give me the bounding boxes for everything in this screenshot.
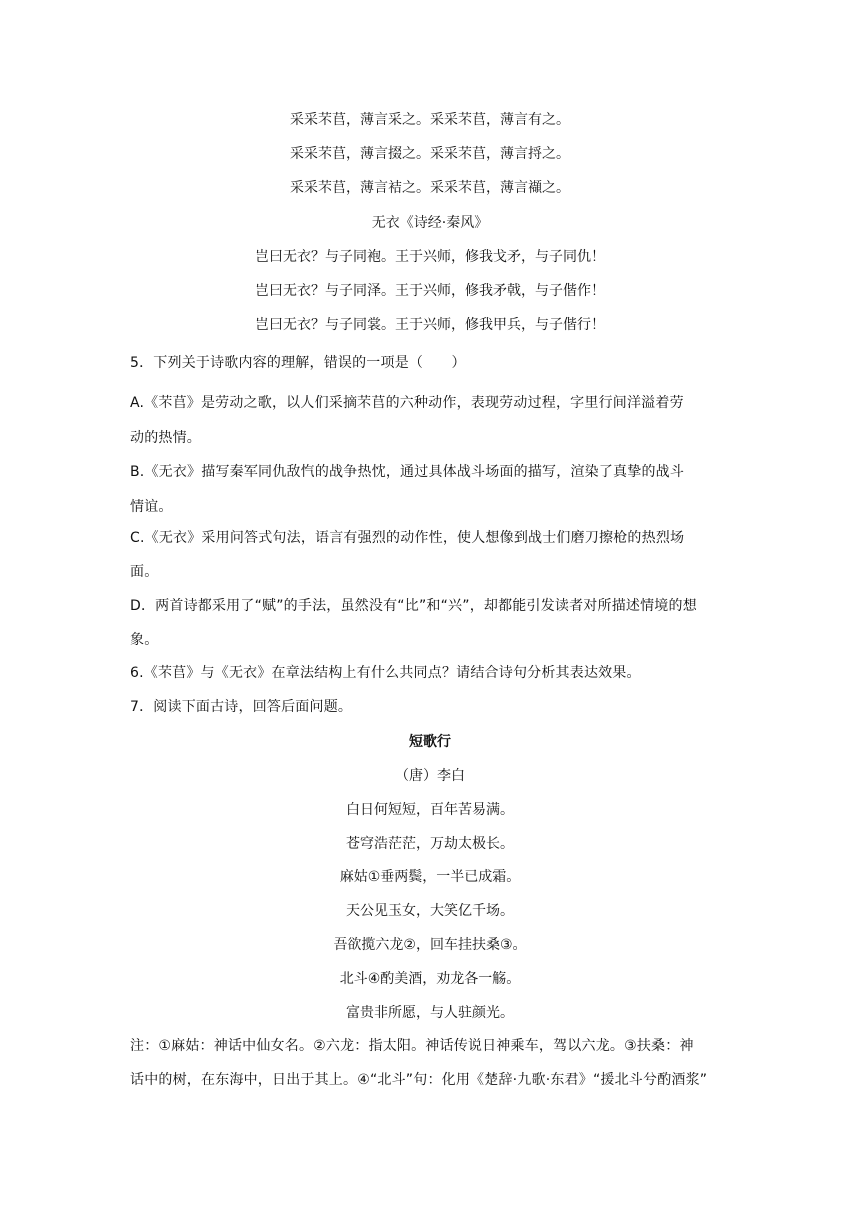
poem1-line-1: 采采芣苢，薄言采之。采采芣苢，薄言有之。 — [290, 112, 570, 128]
poem3-line-4: 天公见玉女，大笑亿千场。 — [346, 903, 514, 919]
q5-option-c-line-1: C.《无衣》采用问答式句法，语言有强烈的动作性，使人想像到战士们磨刀擦枪的热烈场 — [130, 530, 685, 546]
poem2-title: 无衣《诗经·秦风》 — [371, 215, 489, 231]
poem3-line-5: 吾欲揽六龙②，回车挂扶桑③。 — [333, 937, 527, 953]
poem3-title: 短歌行 — [409, 734, 451, 750]
poem2-line-2: 岂曰无衣？与子同泽。王于兴师，修我矛戟，与子偕作！ — [255, 283, 605, 299]
poem3-line-1: 白日何短短，百年苦易满。 — [346, 802, 514, 818]
question-5-stem: 5．下列关于诗歌内容的理解，错误的一项是（ ） — [130, 355, 466, 371]
poem2-line-1: 岂曰无衣？与子同袍。王于兴师，修我戈矛，与子同仇！ — [255, 249, 605, 265]
poem3-line-6: 北斗④酌美酒，劝龙各一觞。 — [339, 971, 521, 987]
poem3-line-2: 苍穹浩茫茫，万劫太极长。 — [346, 836, 514, 852]
question-6-stem: 6.《芣苢》与《无衣》在章法结构上有什么共同点？请结合诗句分析其表达效果。 — [130, 665, 641, 681]
poem1-line-3: 采采芣苢，薄言袺之。采采芣苢，薄言襭之。 — [290, 180, 570, 196]
poem3-author: （唐）李白 — [395, 768, 465, 784]
q5-option-a-line-1: A.《芣苢》是劳动之歌，以人们采摘芣苢的六种动作，表现劳动过程，字里行间洋溢着劳 — [130, 395, 684, 411]
notes-line-1: 注：①麻姑：神话中仙女名。②六龙：指太阳。神话传说日神乘车，驾以六龙。③扶桑：神 — [130, 1038, 694, 1054]
poem1-line-2: 采采芣苢，薄言掇之。采采芣苢，薄言捋之。 — [290, 146, 570, 162]
q5-option-a-line-2: 动的热情。 — [130, 430, 201, 446]
q5-option-c-line-2: 面。 — [130, 564, 159, 580]
question-7-stem: 7．阅读下面古诗，回答后面问题。 — [130, 699, 353, 715]
q5-option-d-line-1: D．两首诗都采用了“赋”的手法，虽然没有“比”和“兴”，却都能引发读者对所描述情境的想 — [130, 598, 697, 614]
q5-option-b-line-2: 情谊。 — [130, 499, 173, 515]
poem2-line-3: 岂曰无衣？与子同裳。王于兴师，修我甲兵，与子偕行！ — [255, 317, 605, 333]
poem3-line-7: 富贵非所愿，与人驻颜光。 — [346, 1005, 514, 1021]
notes-line-2: 话中的树，在东海中，日出于其上。④“北斗”句：化用《楚辞·九歌·东君》“援北斗兮酌酒浆” — [130, 1072, 708, 1088]
poem3-line-3: 麻姑①垂两鬓，一半已成霜。 — [339, 869, 521, 885]
q5-option-d-line-2: 象。 — [130, 632, 159, 648]
q5-option-b-line-1: B.《无衣》描写秦军同仇敌忾的战争热忱，通过具体战斗场面的描写，渲染了真挚的战斗 — [130, 464, 685, 480]
